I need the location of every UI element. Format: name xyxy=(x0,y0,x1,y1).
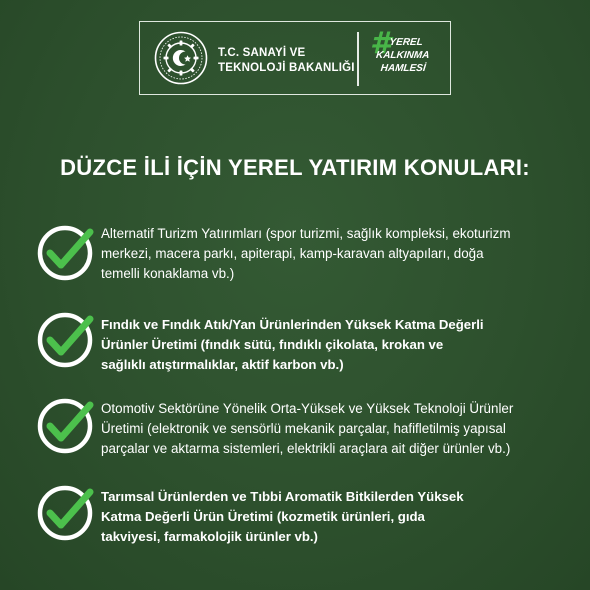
logo-divider xyxy=(357,32,359,86)
list-item-text xyxy=(101,399,571,459)
list-item-line: temelli konaklama vb.) xyxy=(101,266,235,281)
list-item-line: Ürünler Üretimi (fındık sütü, fındıklı çikolata, krokan ve xyxy=(101,337,444,352)
list-item-line: Katma Değerli Ürün Üretimi (kozmetik ürünleri, gıda xyxy=(101,509,425,524)
list-item-text xyxy=(101,224,571,284)
list-item-line: parçalar ve aktarma sistemleri, elektrikli araçlara ait diğer ürünler vb.) xyxy=(101,441,511,456)
campaign-logo xyxy=(368,26,444,90)
ministry-name-line-2: TEKNOLOJİ BAKANLIĞI xyxy=(218,62,355,74)
page-title: DÜZCE İLİ İÇİN YEREL YATIRIM KONULARI: xyxy=(60,155,530,180)
list-item-line: sağlıklı atıştırmalıklar, aktif karbon vb.) xyxy=(101,357,344,372)
campaign-line-1: YEREL xyxy=(388,37,424,48)
list-item-line: takviyesi, farmakolojik ürünler vb.) xyxy=(101,529,318,544)
ministry-name-line-1: T.C. SANAYİ VE xyxy=(218,47,306,59)
check-circle-icon xyxy=(36,224,94,282)
campaign-text xyxy=(375,36,431,75)
check-circle-icon xyxy=(36,484,94,542)
ministry-seal-icon xyxy=(154,31,208,85)
campaign-hash: # xyxy=(370,26,391,61)
check-circle-icon xyxy=(36,397,94,455)
list-item-line: merkezi, macera parkı, apiterapi, kamp-karavan altyapıları, doğa xyxy=(101,246,484,261)
ministry-name xyxy=(218,46,368,76)
list-item-text xyxy=(101,487,571,547)
list-item-text xyxy=(101,315,571,375)
list-item-line: Alternatif Turizm Yatırımları (spor turizmi, sağlık kompleksi, ekoturizm xyxy=(101,226,511,241)
list-item-line: Tarımsal Ürünlerden ve Tıbbi Aromatik Bitkilerden Yüksek xyxy=(101,489,464,504)
campaign-line-3: HAMLESİ xyxy=(380,63,427,74)
list-item-line: Üretimi (elektronik ve sensörlü mekanik parçalar, hafifletilmiş yapısal xyxy=(101,421,506,436)
campaign-line-2: KALKINMA xyxy=(375,50,430,61)
check-circle-icon xyxy=(36,311,94,369)
header-logo-box xyxy=(139,21,451,95)
list-item-line: Otomotiv Sektörüne Yönelik Orta-Yüksek ve Yüksek Teknoloji Ürünler xyxy=(101,401,514,416)
list-item-line: Fındık ve Fındık Atık/Yan Ürünlerinden Yüksek Katma Değerli xyxy=(101,317,484,332)
